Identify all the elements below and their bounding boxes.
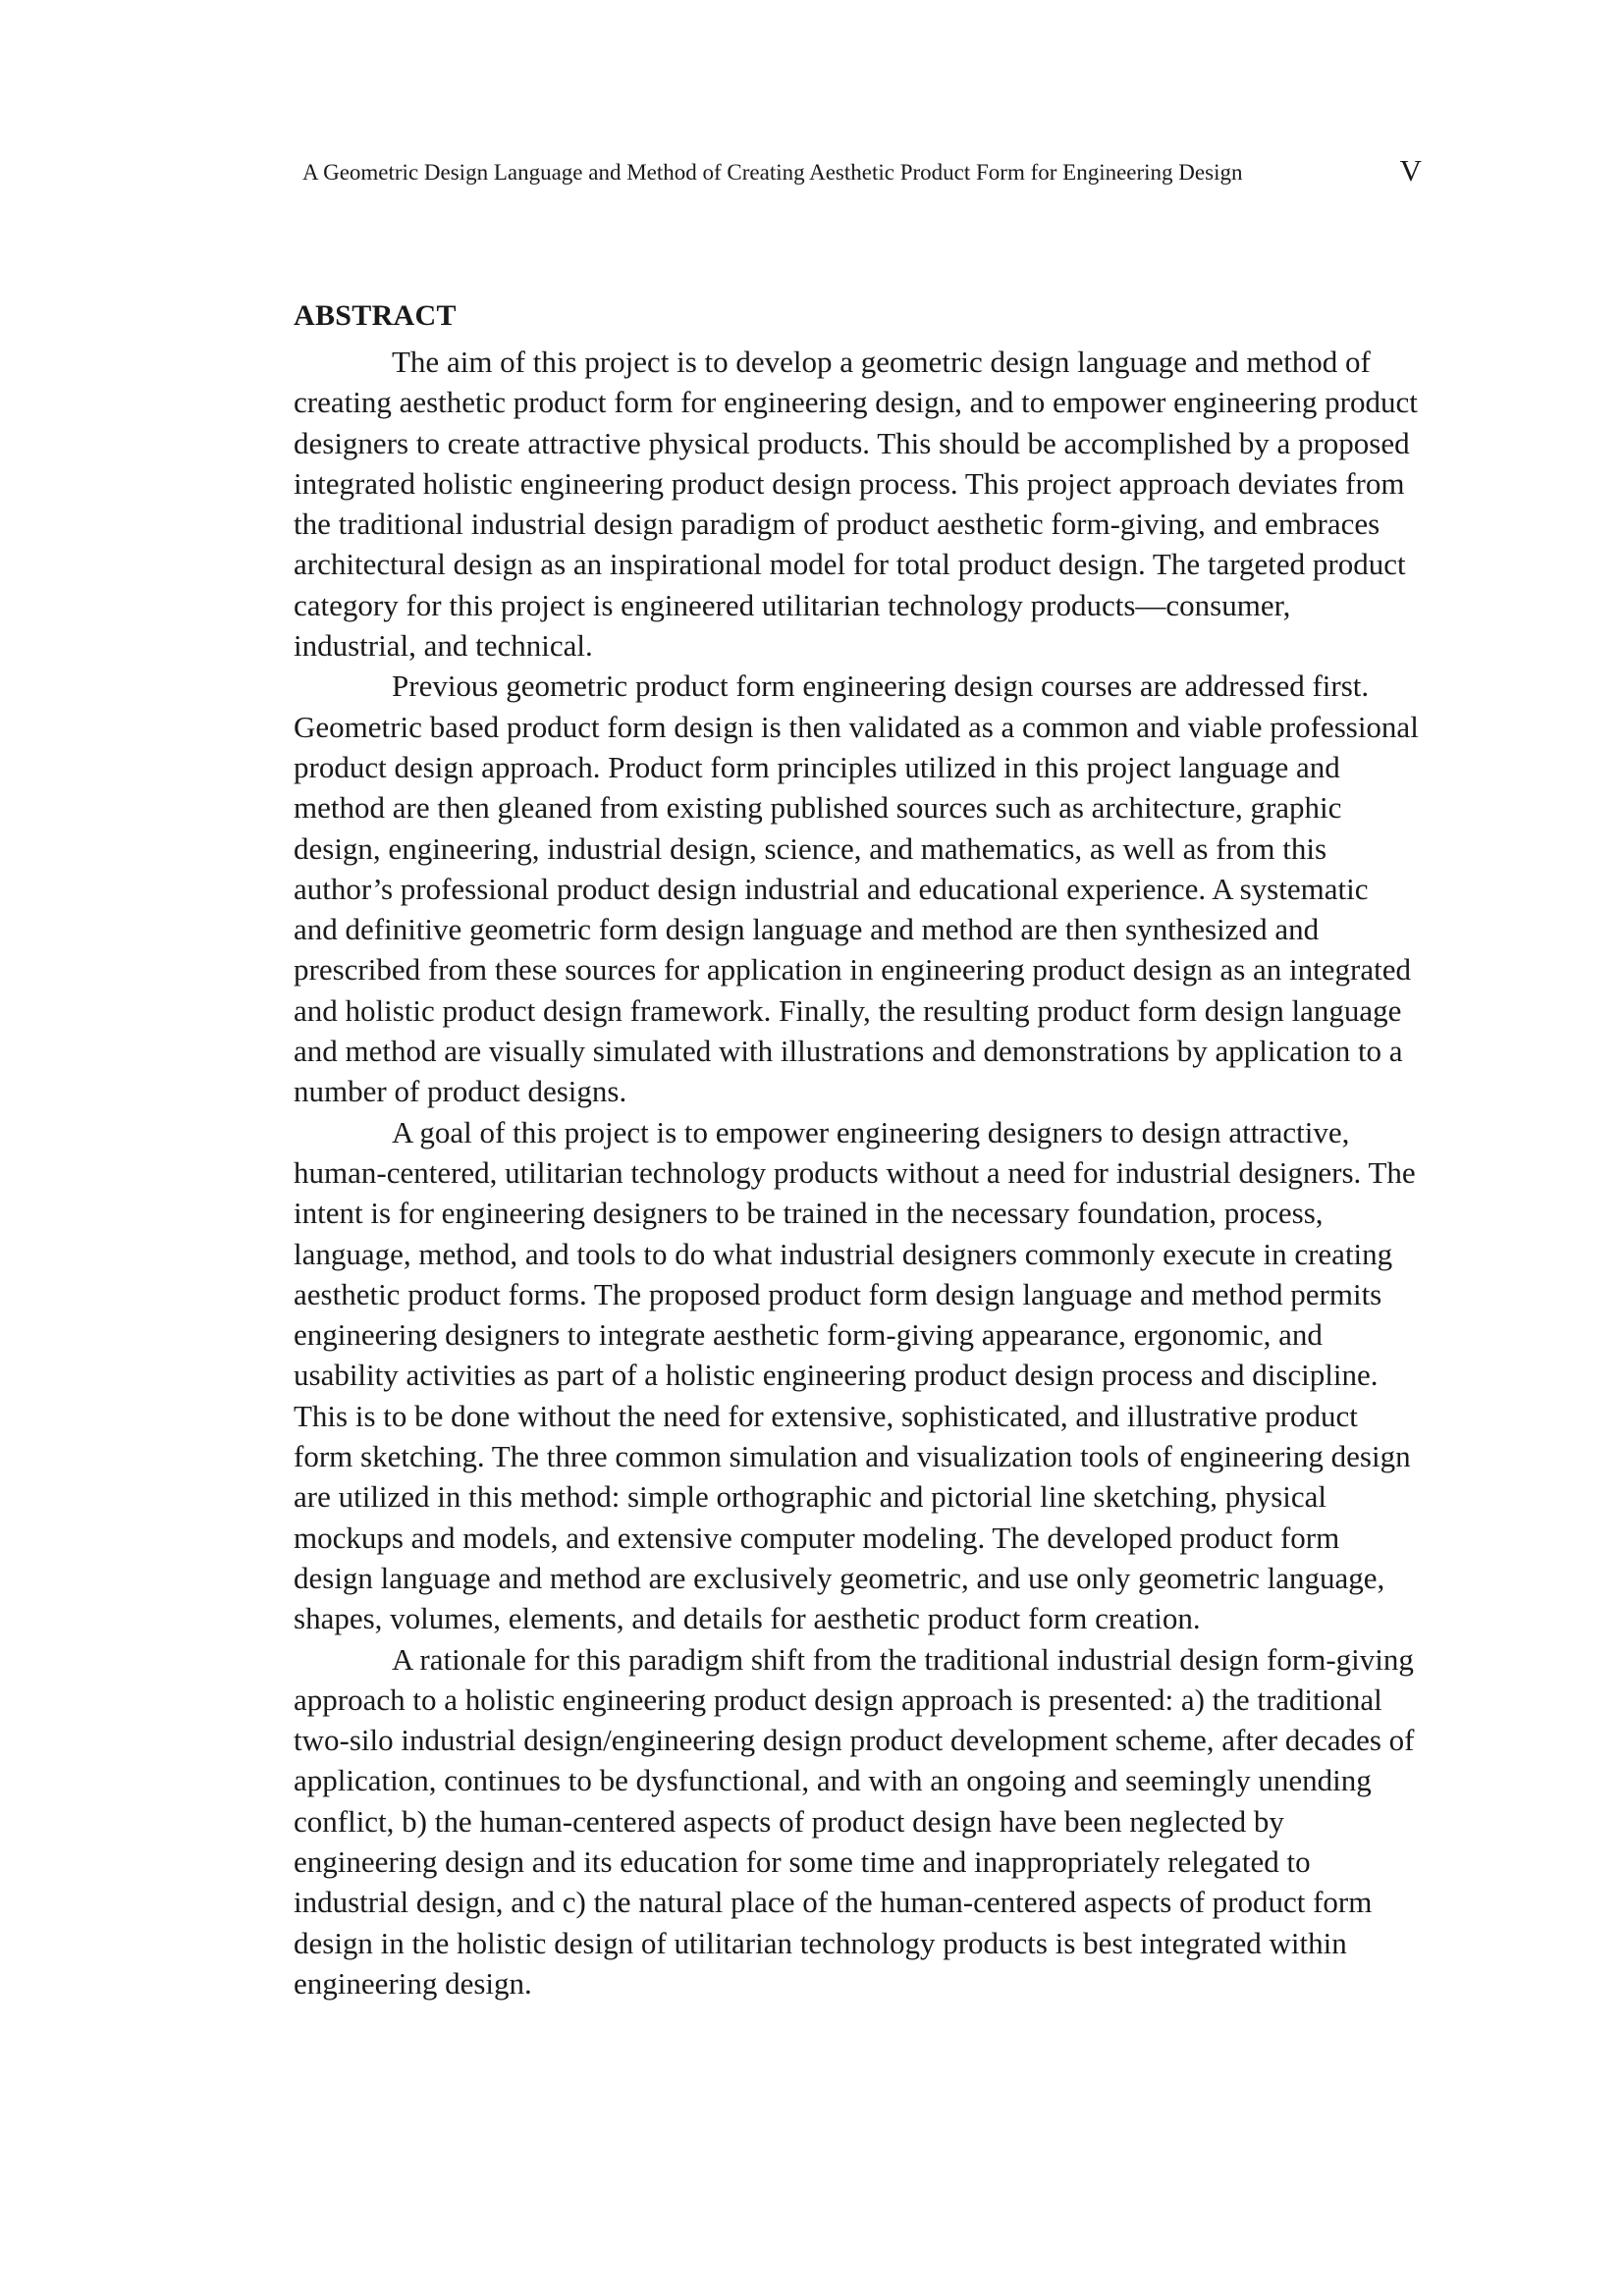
abstract-paragraph-1: The aim of this project is to develop a geometric design language and method of creating aesthetic product form for engineering design, and to empower engineering product designers to create attractive physical products. This should be accomplished by a proposed integrated holistic engineering product design process. This project approach deviates from the traditional industrial design paradigm of product aesthetic form-giving, and embraces architectural design as an inspirational model for total product design. The targeted product category for this project is engineered utilitarian technology products—consumer, industrial, and technical. [294,345,1418,664]
abstract-body [294,342,1419,2003]
abstract-paragraph-4: A rationale for this paradigm shift from the traditional industrial design form-giving approach to a holistic engineering product design approach is presented: a) the traditional two-silo industrial design/engineering design product development scheme, after decades of application, continues to be dysfunctional, and with an ongoing and seemingly unending conflict, b) the human-centered aspects of product design have been neglected by engineering design and its education for some time and inappropriately relegated to industrial design, and c) the natural place of the human-centered aspects of product form design in the holistic design of utilitarian technology products is best integrated within engineering design. [294,1641,1415,2001]
page-number: V [1399,153,1422,187]
abstract-heading: ABSTRACT [294,299,457,332]
abstract-paragraph-2: Previous geometric product form engineering design courses are addressed first. Geometric based product form design is then validated as a common and viable professional product design approach. Product form principles utilized in this project language and method are then gleaned from existing published sources such as architecture, graphic design, engineering, industrial design, science, and mathematics, as well as from this author’s professional product design industrial and educational experience. A systematic and definitive geometric form design language and method are then synthesized and prescribed from these sources for application in engineering product design as an integrated and holistic product design framework. Finally, the resulting product form design language and method are visually simulated with illustrations and demonstrations by application to a number of product designs. [294,668,1419,1109]
running-title: A Geometric Design Language and Method of Creating Aesthetic Product Form for Engineering Design [302,160,1243,185]
abstract-section [294,291,1419,2003]
running-header [302,153,1422,196]
abstract-paragraph-3: A goal of this project is to empower engineering designers to design attractive, human-centered, utilitarian technology products without a need for industrial designers. The intent is for engineering designers to be trained in the necessary foundation, process, language, method, and tools to do what industrial designers commonly execute in creating aesthetic product forms. The proposed product form design language and method permits engineering designers to integrate aesthetic form-giving appearance, ergonomic, and usability activities as part of a holistic engineering product design process and discipline. This is to be done without the need for extensive, sophisticated, and illustrative product form sketching. The three common simulation and visualization tools of engineering design are utilized in this method: simple orthographic and pictorial line sketching, physical mockups and models, and extensive computer modeling. The developed product form design language and method are exclusively geometric, and use only geometric language, shapes, volumes, elements, and details for aesthetic product form creation. [294,1114,1416,1636]
